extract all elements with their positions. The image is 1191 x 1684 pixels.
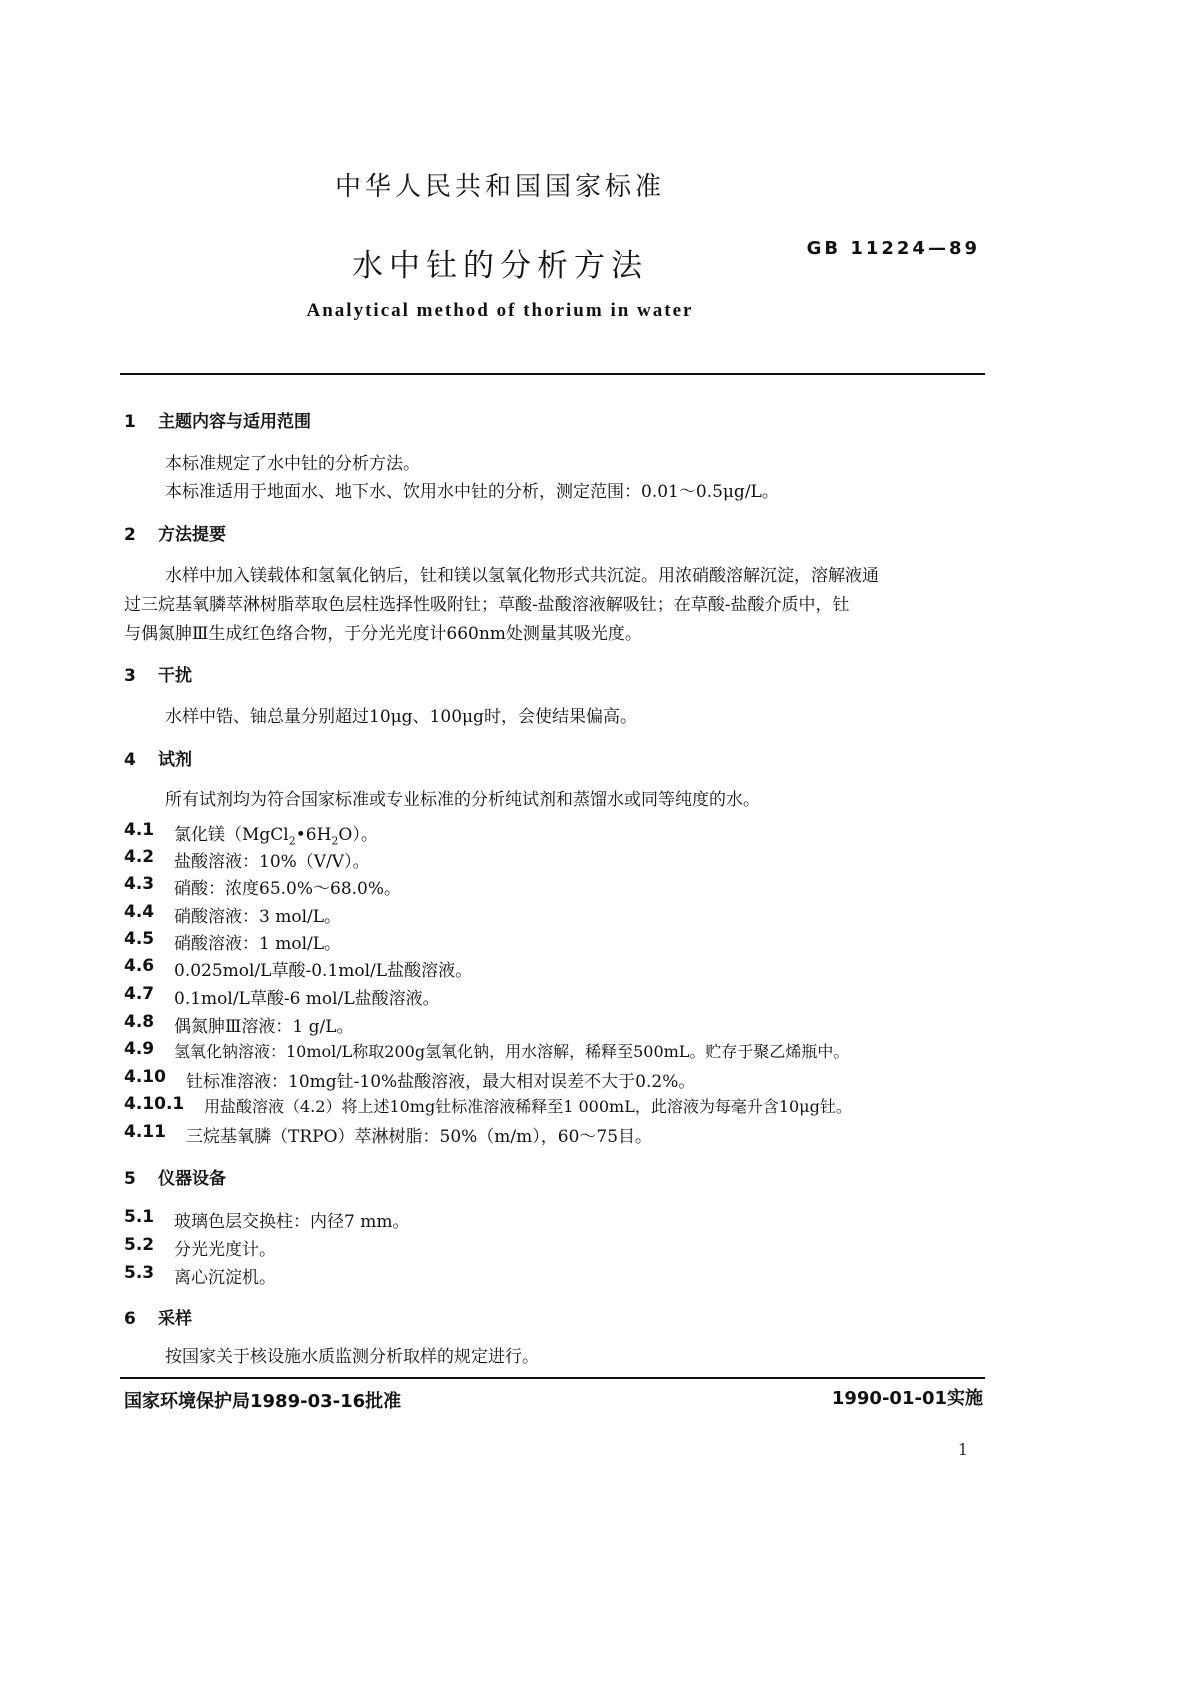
section-1-heading (124, 407, 311, 432)
item-text: 氯化镁$(MgCl_2•6H_2O)$。 (174, 825, 378, 848)
section-number: 6 (124, 1309, 136, 1329)
item-text: 硝酸溶液：1 mol/L。 (174, 934, 342, 954)
item-text: 三烷基氧膦（TRPO）萃淋树脂：50%（m/m），60～75目。 (186, 1127, 653, 1147)
item-number: 4.10.1 (124, 1094, 185, 1114)
item-text: 分光光度计。 (174, 1240, 276, 1260)
section-title: 干扰 (158, 666, 192, 686)
section-1-paragraph-2: 本标准适用于地面水、地下水、饮用水中钍的分析，测定范围：0.01～0.5μg/L。 (165, 482, 779, 502)
section-title: 仪器设备 (158, 1169, 226, 1189)
approval-line: 国家环境保护局1989-03-16批准 (124, 1391, 402, 1412)
item-number: 4.7 (124, 984, 155, 1004)
item-number: 5.2 (124, 1235, 155, 1255)
section-number: 4 (124, 750, 136, 770)
section-title: 试剂 (158, 750, 192, 770)
item-number: 4.8 (124, 1012, 155, 1032)
item-number: 4.1 (124, 820, 155, 840)
item-text: 0.1mol/L草酸-6 mol/L盐酸溶液。 (174, 989, 440, 1009)
item-text: 用盐酸溶液（4.2）将上述10mg钍标准溶液稀释至1 000mL，此溶液为每毫升含10μg钍。 (204, 1097, 852, 1116)
section-4-heading (124, 745, 192, 770)
section-1-paragraph-1: 本标准规定了水中钍的分析方法。 (165, 454, 420, 474)
item-number: 4.6 (124, 956, 155, 976)
section-number: 1 (124, 412, 136, 432)
item-number: 4.3 (124, 874, 155, 894)
item-text: 钍标准溶液：10mg钍-10%盐酸溶液，最大相对误差不大于0.2%。 (186, 1072, 696, 1092)
effective-date-line: 1990-01-01实施 (831, 1388, 983, 1409)
document-title: 水中钍的分析方法 (352, 248, 648, 284)
item-text: 盐酸溶液：10%（V/V）。 (174, 852, 370, 872)
section-5-heading (124, 1164, 226, 1189)
item-text: 0.025mol/L草酸-0.1mol/L盐酸溶液。 (174, 961, 473, 981)
header-divider (120, 373, 985, 375)
item-number: 4.10 (124, 1067, 166, 1087)
section-2-line-2: 过三烷基氧膦萃淋树脂萃取色层柱选择性吸附钍；草酸-盐酸溶液解吸钍；在草酸-盐酸介质中，钍 (124, 595, 850, 615)
page-number: 1 (957, 1440, 968, 1459)
section-number: 2 (124, 525, 136, 545)
item-number: 5.3 (124, 1263, 155, 1283)
item-number: 4.4 (124, 902, 155, 922)
section-number: 3 (124, 666, 136, 686)
item-text: 氢氧化钠溶液：10mol/L称取200g氢氧化钠，用水溶解，稀释至500mL。贮存于聚乙烯瓶中。 (174, 1042, 850, 1061)
section-number: 5 (124, 1169, 136, 1189)
item-number: 4.11 (124, 1122, 166, 1142)
section-title: 主题内容与适用范围 (158, 412, 311, 432)
section-6-paragraph: 按国家关于核设施水质监测分析取样的规定进行。 (165, 1347, 539, 1367)
item-text: 硝酸溶液：3 mol/L。 (174, 907, 342, 927)
section-4-intro: 所有试剂均为符合国家标准或专业标准的分析纯试剂和蒸馏水或同等纯度的水。 (165, 790, 760, 810)
section-title: 采样 (158, 1309, 192, 1329)
section-2-line-1: 水样中加入镁载体和氢氧化钠后，钍和镁以氢氧化物形式共沉淀。用浓硝酸溶解沉淀，溶解液通 (165, 566, 879, 586)
item-number: 4.5 (124, 929, 155, 949)
section-3-paragraph: 水样中锆、铀总量分别超过10μg、100μg时，会使结果偏高。 (165, 707, 637, 727)
section-2-heading (124, 520, 226, 545)
section-3-heading (124, 661, 192, 686)
item-text: 硝酸：浓度65.0%～68.0%。 (174, 879, 402, 899)
section-title: 方法提要 (158, 525, 226, 545)
item-text: 离心沉淀机。 (174, 1268, 276, 1288)
section-6-heading (124, 1304, 192, 1329)
section-2-line-3: 与偶氮胂Ⅲ生成红色络合物，于分光光度计660nm处测量其吸光度。 (124, 624, 642, 644)
item-number: 5.1 (124, 1207, 155, 1227)
item-number: 4.2 (124, 847, 155, 867)
standard-code: GB 11224—89 (806, 238, 980, 259)
item-text: 玻璃色层交换柱：内径7 mm。 (174, 1212, 410, 1232)
item-text: 偶氮胂Ⅲ溶液：1 g/L。 (174, 1017, 354, 1037)
standard-organization: 中华人民共和国国家标准 (334, 172, 665, 202)
item-number: 4.9 (124, 1039, 155, 1059)
english-title: Analytical method of thorium in water (306, 300, 694, 321)
footer-divider (120, 1377, 985, 1379)
